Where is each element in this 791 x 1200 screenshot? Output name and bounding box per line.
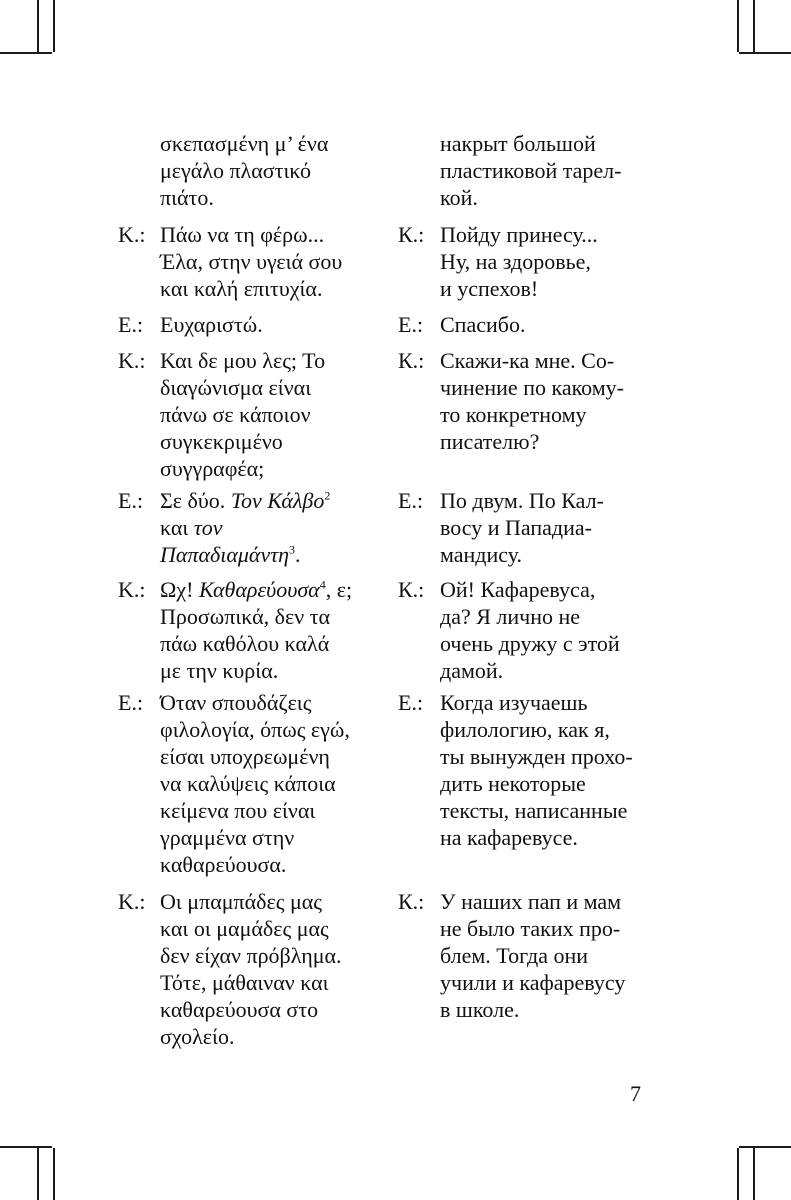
greek-text [160, 130, 380, 211]
russian-text [440, 221, 658, 302]
text-line: φιλολογία, όπως εγώ, [160, 717, 350, 742]
speaker-label: Κ.: [118, 577, 146, 602]
russian-text [440, 130, 658, 211]
text-line [160, 541, 380, 568]
text-line: накрыт большой [440, 131, 596, 156]
russian-column [398, 347, 658, 455]
text-line: σχολείο. [160, 1024, 235, 1049]
crop-mark [53, 1148, 55, 1200]
text-run: Ωχ! [160, 577, 199, 602]
speaker-label: К.: [398, 889, 425, 914]
speaker-label: Е.: [398, 488, 424, 513]
text-line: дить некоторые [440, 771, 586, 796]
text-line: филологию, как я, [440, 717, 610, 742]
text-line: Πάω να τη φέρω... [160, 222, 325, 247]
text-line: Ευχαριστώ. [160, 312, 263, 337]
text-line: Скажи-ка мне. Со- [440, 348, 615, 373]
text-line: είσαι υποχρεωμένη [160, 744, 330, 769]
text-line: Και δε μου λες; Το [160, 348, 326, 373]
greek-column [118, 130, 380, 211]
italic-name: τον [193, 515, 223, 540]
text-line: με την κυρία. [160, 658, 279, 683]
russian-column [398, 487, 658, 568]
greek-column [118, 689, 380, 878]
text-line: У наших пап и мам [440, 889, 622, 914]
crop-mark [753, 0, 755, 52]
greek-text [160, 311, 380, 338]
greek-column [118, 347, 380, 482]
text-line: очень дружу с этой [440, 631, 620, 656]
speaker-label [118, 130, 160, 211]
russian-column [398, 888, 658, 1023]
text-line: Προσωπικά, δεν τα [160, 604, 331, 629]
text-line: πάω καθόλου καλά [160, 631, 330, 656]
crop-mark [37, 0, 39, 52]
text-line: πιάτο. [160, 185, 214, 210]
russian-text [440, 347, 658, 455]
crop-mark [53, 0, 55, 52]
text-line: чинение по какому- [440, 375, 624, 400]
crop-mark [753, 1148, 755, 1200]
russian-column [398, 130, 658, 211]
greek-text [160, 221, 380, 302]
text-line: кой. [440, 185, 478, 210]
text-line: учили и кафаревусу [440, 970, 626, 995]
russian-column [398, 576, 658, 684]
italic-name: Παπαδιαμάντη [160, 542, 290, 567]
crop-mark [739, 1146, 791, 1148]
text-line: Когда изучаешь [440, 690, 588, 715]
text-line: мандису. [440, 542, 523, 567]
text-run: . [295, 542, 301, 567]
footnote-ref: 2 [324, 488, 331, 503]
text-line: να καλύψεις κάποια [160, 771, 336, 796]
text-line: Όταν σπουδάζεις [160, 690, 312, 715]
speaker-label: Κ.: [118, 348, 146, 373]
text-run: και [160, 515, 194, 540]
text-line: μεγάλο πλαστικό [160, 158, 311, 183]
text-line: не было таких про- [440, 916, 621, 941]
text-line: συγγραφέα; [160, 456, 265, 481]
page-number: 7 [630, 1081, 641, 1106]
russian-text [440, 689, 658, 851]
italic-name: Τον Κάλβο [230, 488, 325, 513]
speaker-label: Е.: [398, 690, 424, 715]
speaker-label: Ε.: [118, 690, 144, 715]
crop-mark [0, 52, 52, 54]
text-line: на кафаревусе. [440, 825, 578, 850]
text-line: Τότε, μάθαιναν και [160, 970, 329, 995]
crop-mark [737, 1148, 739, 1200]
text-line: πάνω σε κάποιον [160, 402, 311, 427]
text-line: δεν είχαν πρόβλημα. [160, 943, 342, 968]
text-line: в школе. [440, 997, 520, 1022]
text-line: пластиковой тарел- [440, 158, 622, 183]
text-line: Έλα, στην υγειά σου [160, 249, 343, 274]
footnote-ref: 3 [289, 542, 296, 557]
russian-column [398, 221, 658, 302]
russian-text [440, 311, 658, 338]
text-line: καθαρεύουσα. [160, 852, 287, 877]
text-line: γραμμένα στην [160, 825, 295, 850]
text-line: και καλή επιτυχία. [160, 276, 323, 301]
russian-text [440, 576, 658, 684]
text-line: писателю? [440, 429, 540, 454]
greek-text [160, 576, 380, 684]
greek-column [118, 221, 380, 302]
speaker-label: К.: [398, 577, 425, 602]
text-line: και οι μαμάδες μας [160, 916, 329, 941]
crop-mark [37, 1148, 39, 1200]
text-line: κείμενα που είναι [160, 798, 316, 823]
text-line: По двум. По Кал- [440, 488, 604, 513]
greek-text [160, 689, 380, 878]
text-run: , ε; [325, 577, 353, 602]
crop-mark [737, 0, 739, 52]
greek-column [118, 311, 380, 338]
text-line: Ой! Кафаревуса, [440, 577, 596, 602]
text-line: то конкретному [440, 402, 587, 427]
greek-column [118, 888, 380, 1050]
text-line [160, 514, 380, 541]
text-line: καθαρεύουσα στο [160, 997, 319, 1022]
text-line [160, 487, 380, 514]
russian-text [440, 487, 658, 568]
text-line: σκεπασμένη μ’ ένα [160, 131, 329, 156]
text-line [160, 576, 380, 603]
text-line: дамой. [440, 658, 504, 683]
speaker-label: К.: [398, 222, 425, 247]
text-run: Σε δύο. [160, 488, 231, 513]
greek-text [160, 487, 380, 568]
text-line: ты вынужден прохо- [440, 744, 633, 769]
greek-text [160, 347, 380, 482]
speaker-label: Е.: [398, 312, 424, 337]
text-line: Пойду принесу... [440, 222, 598, 247]
speaker-label: Ε.: [118, 312, 144, 337]
text-line: да? Я лично не [440, 604, 581, 629]
speaker-label [398, 130, 440, 211]
greek-column [118, 576, 380, 684]
speaker-label: Κ.: [118, 222, 146, 247]
text-line: и успехов! [440, 276, 539, 301]
text-line: восу и Пападиа- [440, 515, 592, 540]
text-line: тексты, написанные [440, 798, 628, 823]
text-line: Οι μπαμπάδες μας [160, 889, 323, 914]
footnote-ref: 4 [319, 577, 326, 592]
crop-mark [0, 1146, 52, 1148]
speaker-label: Ε.: [118, 488, 144, 513]
crop-mark [739, 52, 791, 54]
russian-text [440, 888, 658, 1023]
speaker-label: К.: [398, 348, 425, 373]
text-line: Спасибо. [440, 312, 526, 337]
italic-term: Καθαρεύουσα [198, 577, 320, 602]
text-line: διαγώνισμα είναι [160, 375, 312, 400]
russian-column [398, 689, 658, 851]
speaker-label: Κ.: [118, 889, 146, 914]
russian-column [398, 311, 658, 338]
text-line: блем. Тогда они [440, 943, 589, 968]
text-line: Ну, на здоровье, [440, 249, 591, 274]
greek-text [160, 888, 380, 1050]
greek-column [118, 487, 380, 568]
text-line: συγκεκριμένο [160, 429, 283, 454]
